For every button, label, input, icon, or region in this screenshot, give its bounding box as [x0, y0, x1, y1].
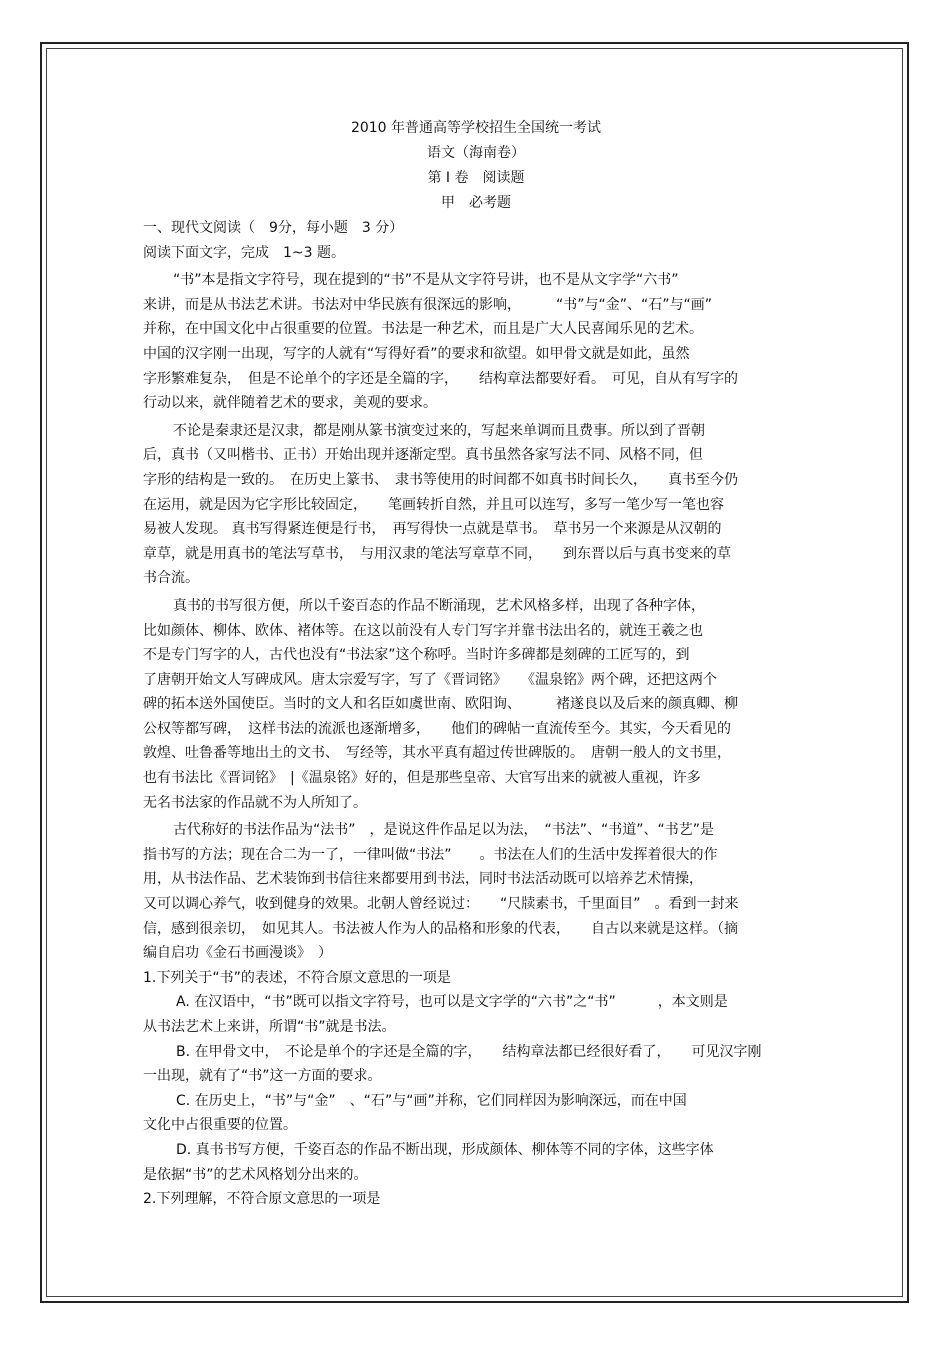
question-1-option-c: C. 在历史上，“书”与“金” 、“石”与“画”并称，它们同样因为影响深远，而在中国	[176, 1092, 687, 1109]
part-instruction: 阅读下面文字，完成 1~3 题。	[143, 244, 345, 261]
passage-paragraph-4: 古代称好的书法作品为“法书” ，是说这件作品足以为法， “书法”、“书道”、“书艺”是 指书写的方法；现在合二为一了，一律叫做“书法” 。书法在人们的生活中发挥着很大的作 用，从书法作品、艺术装饰到书信往来都要用到书法，同时书法活动既可以培养艺术情操， 又可以调心养气，收到健身的效果。北朝人曾经说过： “尺牍素书，千里面目” 。看到一封来 信，感到很亲切， 如见其人。书法被人作为人的品格和形象的代表， 自古以来就是这样。（摘 编自启功《金石书画漫谈》 ）	[143, 822, 739, 962]
question-1-option-d: D. 真书书写方便，千姿百态的作品不断出现，形成颜体、柳体等不同的字体，这些字体	[176, 1141, 714, 1158]
passage-paragraph-3: 真书的书写很方便，所以千姿百态的作品不断涌现，艺术风格多样，出现了各种字体， 比如颜体、柳体、欧体、褚体等。在这以前没有人专门写字并靠书法出名的，就连王羲之也 不是专门写字的人，古代也没有“书法家”这个称呼。当时许多碑都是刻碑的工匠写的，到 了唐朝开始文人写碑成风。唐太宗爱写字，写了《晋词铭》 《温泉铭》两个碑，还把这两个 碑的拓本送外国使臣。当时的文人和名臣如虞世南、欧阳询、 褚遂良以及后来的颜真卿、柳 公权等都写碑， 这样书法的流派也逐渐增多， 他们的碑帖一直流传至今。其实，今天看见的 敦煌、吐鲁番等地出土的文书、 写经等，其水平真有超过传世碑版的。 唐朝一般人的文书里， 也有书法比《晋词铭》 |《温泉铭》好的，但是那些皇帝、大官写出来的就被人重视，许多 无名书法家的作品就不为人所知了。	[143, 597, 738, 811]
question-1-stem: 1.下列关于“书”的表述，不符合原文意思的一项是	[143, 969, 451, 986]
exam-title: 2010 年普通高等学校招生全国统一考试	[350, 120, 602, 136]
question-1-option-a: A. 在汉语中，“书”既可以指文字符号，也可以是文字学的“六书”之“书” ，本文则是	[176, 994, 728, 1011]
part-heading: 一、现代文阅读（ 9分，每小题 3 分）	[143, 220, 404, 236]
volume-heading: 第 I 卷 阅读题	[427, 170, 525, 186]
question-1: 1.下列关于“书”的表述，不符合原文意思的一项是 A. 在汉语中，“书”既可以指文字符号，也可以是文字学的“六书”之“书” ，本文则是 从书法艺术上来讲，所谓“书”就是书法。 B. 在甲骨文中， 不论是单个的字还是全篇的字， 结构章法都已经很好看了， 可见汉字刚 一出现，就有了“书”这一方面的要求。 C. 在历史上，“书”与“金” 、“石”与“画”并称，它们同样因为影响深远，而在中国 文化中占很重要的位置。 D. 真书书写方便，千姿百态的作品不断出现，形成颜体、柳体等不同的字体，这些字体 是依据“书”的艺术风格划分出来的。	[143, 966, 809, 1187]
exam-page	[143, 116, 809, 1212]
question-2-stem: 2.下列理解，不符合原文意思的一项是	[143, 1191, 381, 1208]
passage-paragraph-1: “书”本是指文字符号，现在提到的“书”不是从文字符号讲，也不是从文字学“六书” 来讲，而是从书法艺术讲。书法对中华民族有很深远的影响， “书”与“金”、“石”与“画” 并称，在中国文化中占很重要的位置。书法是一种艺术，而且是广大人民喜闻乐见的艺术。 中国的汉字刚一出现，写字的人就有“写得好看”的要求和欲望。如甲骨文就是如此，虽然 字形繁难复杂， 但是不论单个的字还是全篇的字， 结构章法都要好看。 可见，自从有写字的 行动以来，就伴随着艺术的要求，美观的要求。	[143, 272, 738, 412]
exam-subject: 语文（海南卷）	[427, 145, 525, 161]
passage-paragraph-2: 不论是秦隶还是汉隶，都是刚从篆书演变过来的，写起来单调而且费事。所以到了晋朝 后，真书（又叫楷书、正书）开始出现并逐渐定型。真书虽然各家写法不同、风格不同，但 字形的结构是一致的。 在历史上篆书、 隶书等使用的时间都不如真书时间长久， 真书至今仍 在运用，就是因为它字形比较固定， 笔画转折自然，并且可以连写，多写一笔少写一笔也容 易被人发现。 真书写得紧连便是行书， 再写得快一点就是草书。 草书另一个来源是从汉朝的 章草，就是用真书的笔法写草书， 与用汉隶的笔法写章草不同， 到东晋以后与真书变来的草 书合流。	[143, 422, 738, 587]
section-heading: 甲 必考题	[441, 195, 511, 211]
question-1-option-b: B. 在甲骨文中， 不论是单个的字还是全篇的字， 结构章法都已经很好看了， 可见汉字刚	[176, 1043, 762, 1060]
